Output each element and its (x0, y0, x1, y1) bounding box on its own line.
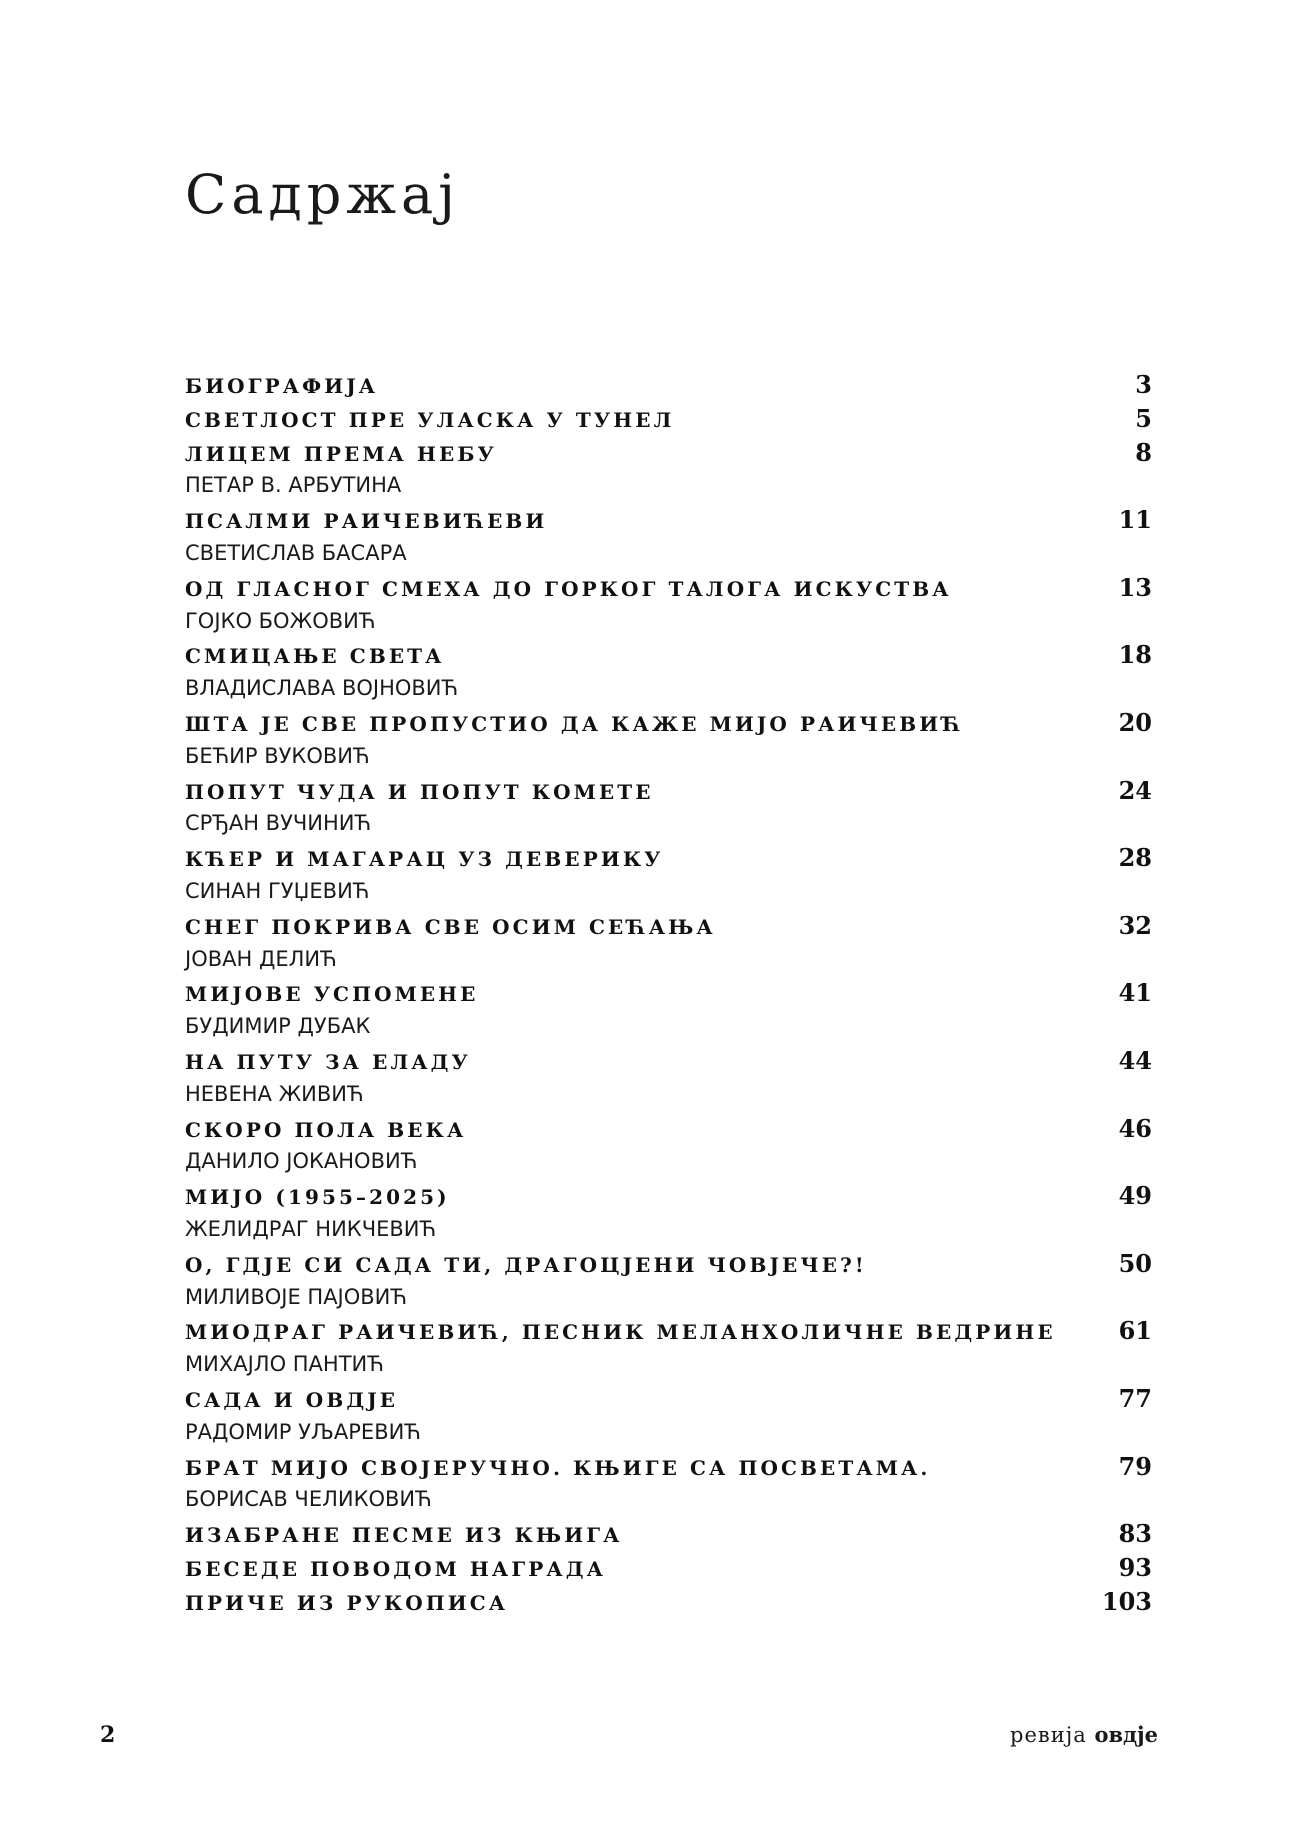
toc-entry-page-number: 61 (1118, 1316, 1152, 1346)
toc-entry-row (185, 841, 1152, 875)
toc-entry-title: БИОГРАФИЈА (185, 374, 379, 398)
toc-entry-author: СВЕТИСЛАВ БАСАРА (185, 540, 407, 565)
toc-entry-title: О, ГДЈЕ СИ САДА ТИ, ДРАГОЦЈЕНИ ЧОВЈЕЧЕ?! (185, 1252, 867, 1277)
toc-entry[interactable] (185, 1382, 1152, 1450)
toc-entry[interactable] (185, 1112, 1152, 1180)
toc-entry-page-number: 32 (1118, 910, 1152, 940)
toc-entry[interactable] (185, 1179, 1152, 1247)
toc-entry-page-number: 11 (1118, 505, 1152, 535)
toc-entry-title: МИЈО (1955–2025) (185, 1185, 450, 1210)
toc-entry-title: СМИЦАЊЕ СВЕТА (185, 644, 445, 669)
toc-entry[interactable] (185, 841, 1152, 909)
toc-entry[interactable] (185, 1314, 1152, 1382)
toc-entry[interactable] (185, 1585, 1152, 1619)
toc-entry-title: ИЗАБРАНЕ ПЕСМЕ ИЗ КЊИГА (185, 1523, 623, 1548)
toc-entry-page-number: 3 (1135, 370, 1152, 399)
toc-entry-row (185, 1551, 1152, 1585)
toc-entry-author: РАДОМИР УЉАРЕВИЋ (185, 1419, 421, 1444)
toc-entry-page-number: 79 (1118, 1451, 1152, 1481)
toc-entry-page-number: 20 (1118, 707, 1152, 737)
toc-entry-author: БОРИСАВ ЧЕЛИКОВИЋ (185, 1487, 432, 1512)
toc-entry-author: ВЛАДИСЛАВА ВОЈНОВИЋ (185, 676, 459, 701)
toc-entry[interactable] (185, 1450, 1152, 1518)
toc-entry-row (185, 1247, 1152, 1281)
toc-entry-row (185, 1179, 1152, 1213)
toc-entry-author: ПЕТАР В. АРБУТИНА (185, 473, 402, 498)
toc-entry-page-number: 24 (1118, 775, 1152, 805)
toc-entry-author: НЕВЕНА ЖИВИЋ (185, 1081, 364, 1106)
toc-entry-author: СРЂАН ВУЧИНИЋ (185, 811, 371, 836)
toc-entry[interactable] (185, 976, 1152, 1044)
toc-entry-page-number: 77 (1118, 1383, 1152, 1413)
footer-page-number: 2 (100, 1722, 116, 1748)
toc-entry-row (185, 1314, 1152, 1348)
toc-entry-page-number: 50 (1118, 1248, 1152, 1278)
toc-entry-page-number: 44 (1118, 1045, 1152, 1075)
toc-entry-row (185, 774, 1152, 808)
toc-entry-title: ЛИЦЕМ ПРЕМА НЕБУ (185, 441, 497, 466)
toc-entry-page-number: 83 (1118, 1519, 1152, 1549)
toc-entry-row (185, 368, 1152, 402)
toc-entry-title: БЕСЕДЕ ПОВОДОМ НАГРАДА (185, 1556, 607, 1581)
footer-brand-name: овдје (1094, 1722, 1158, 1747)
toc-entry-row (185, 402, 1152, 436)
page-title: Садржај (185, 163, 460, 226)
toc-entry[interactable] (185, 368, 1152, 402)
toc-entry-page-number: 46 (1118, 1113, 1152, 1143)
toc-entry-author: ЖЕЛИДРАГ НИКЧЕВИЋ (185, 1216, 437, 1241)
toc-entry-row (185, 909, 1152, 943)
toc-entry[interactable] (185, 909, 1152, 977)
toc-entry-author: МИЛИВОЈЕ ПАЈОВИЋ (185, 1284, 407, 1309)
toc-entry-author: СИНАН ГУЏЕВИЋ (185, 878, 370, 903)
toc-entry-title: СКОРО ПОЛА ВЕКА (185, 1117, 467, 1142)
toc-entry-row (185, 976, 1152, 1010)
toc-entry-title: СНЕГ ПОКРИВА СВЕ ОСИМ СЕЋАЊА (185, 914, 716, 939)
toc-entry-page-number: 18 (1118, 640, 1152, 670)
toc-entry-title: НА ПУТУ ЗА ЕЛАДУ (185, 1049, 471, 1074)
toc-entry-page-number: 93 (1118, 1552, 1152, 1582)
toc-entry-page-number: 103 (1101, 1586, 1152, 1616)
toc-entry-row (185, 1585, 1152, 1619)
toc-entry-title: БРАТ МИЈО СВОЈЕРУЧНО. КЊИГЕ СА ПОСВЕТАМА. (185, 1455, 931, 1480)
toc-entry-title: ОД ГЛАСНОГ СМЕХА ДО ГОРКОГ ТАЛОГА ИСКУСТВА (185, 576, 952, 601)
toc-entry-title: ПСАЛМИ РАИЧЕВИЋЕВИ (185, 509, 548, 534)
toc-entry-author: БУДИМИР ДУБАК (185, 1014, 371, 1039)
toc-entry-author: МИХАЈЛО ПАНТИЋ (185, 1352, 384, 1377)
footer-brand-prefix: ревија (1010, 1723, 1087, 1747)
toc-entry[interactable] (185, 402, 1152, 436)
toc-entry-row (185, 1382, 1152, 1416)
toc-entry-author: ДАНИЛО ЈОКАНОВИЋ (185, 1149, 418, 1174)
toc-entry[interactable] (185, 706, 1152, 774)
toc-entry-row (185, 706, 1152, 740)
toc-entry[interactable] (185, 638, 1152, 706)
toc-entry-author: БЕЋИР ВУКОВИЋ (185, 743, 370, 768)
toc-entry-page-number: 13 (1118, 572, 1152, 602)
toc-entry[interactable] (185, 1551, 1152, 1585)
toc-entry-title: САДА И ОВДЈЕ (185, 1387, 399, 1412)
toc-entry-page-number: 28 (1118, 843, 1152, 873)
toc-entry-title: КЋЕР И МАГАРАЦ УЗ ДЕВЕРИКУ (185, 847, 664, 872)
toc-entry-row (185, 436, 1152, 470)
toc-entry[interactable] (185, 1044, 1152, 1112)
toc-entry-row (185, 1450, 1152, 1484)
toc-entry-title: ПРИЧЕ ИЗ РУКОПИСА (185, 1590, 509, 1615)
toc-entry[interactable] (185, 503, 1152, 571)
toc-entry-row (185, 638, 1152, 672)
table-of-contents (185, 368, 1152, 1618)
toc-entry[interactable] (185, 1247, 1152, 1315)
toc-entry-author: ГОЈКО БОЖОВИЋ (185, 608, 376, 633)
toc-entry-title: МИЈОВЕ УСПОМЕНЕ (185, 982, 479, 1007)
footer-brand (1010, 1722, 1158, 1747)
toc-entry-page-number: 5 (1135, 403, 1152, 433)
toc-entry-page-number: 41 (1118, 978, 1152, 1008)
toc-entry-row (185, 571, 1152, 605)
toc-entry[interactable] (185, 436, 1152, 504)
toc-entry-title: СВЕТЛОСТ ПРЕ УЛАСКА У ТУНЕЛ (185, 407, 675, 432)
toc-entry[interactable] (185, 1517, 1152, 1551)
toc-entry-page-number: 8 (1135, 437, 1152, 467)
toc-entry-row (185, 1517, 1152, 1551)
toc-entry-page-number: 49 (1118, 1181, 1152, 1211)
toc-entry-title: МИОДРАГ РАИЧЕВИЋ, ПЕСНИК МЕЛАНХОЛИЧНЕ ВЕДРИНЕ (185, 1320, 1056, 1345)
toc-entry-title: ПОПУТ ЧУДА И ПОПУТ КОМЕТЕ (185, 779, 654, 804)
toc-entry-row (185, 1112, 1152, 1146)
toc-entry-title: ШТА ЈЕ СВЕ ПРОПУСТИО ДА КАЖЕ МИЈО РАИЧЕВИЋ (185, 711, 964, 736)
toc-entry[interactable] (185, 571, 1152, 639)
toc-entry[interactable] (185, 774, 1152, 842)
toc-entry-row (185, 503, 1152, 537)
toc-entry-row (185, 1044, 1152, 1078)
toc-entry-author: ЈОВАН ДЕЛИЋ (185, 946, 337, 971)
